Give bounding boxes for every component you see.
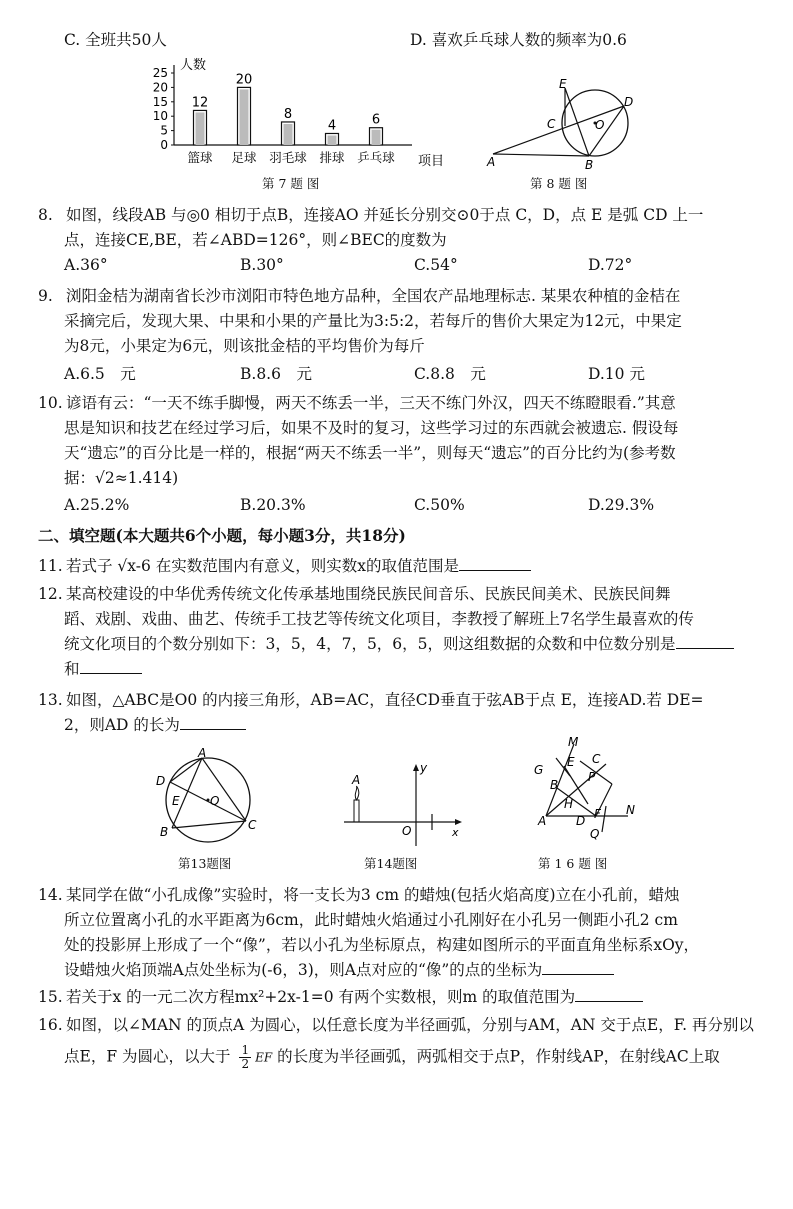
figure7-caption: 第 7 题 图 bbox=[262, 176, 320, 191]
svg-text:O: O bbox=[210, 794, 220, 808]
label-C: C bbox=[547, 117, 556, 131]
option-c: C. 全班共50人 bbox=[64, 31, 167, 49]
svg-text:D: D bbox=[156, 774, 166, 788]
geometry-figure13 bbox=[150, 748, 270, 846]
option-d: D. 喜欢乒乓球人数的频率为0.6 bbox=[410, 31, 627, 49]
y-tick-label: 20 bbox=[152, 80, 168, 95]
q8-options: A.36° B.30° C.54° D.72° bbox=[64, 256, 633, 274]
geometry-figure8 bbox=[485, 76, 645, 176]
chart-xlabel: 项目 bbox=[418, 154, 445, 169]
svg-text:C: C bbox=[248, 818, 257, 832]
bar-value-label: 4 bbox=[327, 118, 337, 134]
svg-text:C: C bbox=[592, 752, 601, 766]
svg-text:A: A bbox=[198, 748, 207, 760]
section-heading: 二、填空题(本大题共6个小题，每小题3分，共18分) bbox=[38, 526, 406, 545]
q9-options: A.6.5 元 B.8.6 元 C.8.8 元 D.10 元 bbox=[64, 365, 645, 383]
bar-fill bbox=[372, 130, 381, 145]
bar-fill bbox=[328, 135, 337, 145]
figure8-caption: 第 8 题 图 bbox=[530, 176, 588, 191]
question-11: 11. 若式子 √x-6 在实数范围内有意义，则实数x的取值范围是 bbox=[38, 554, 758, 579]
category-label: 羽毛球 bbox=[269, 150, 307, 165]
question-8: 8. 如图，线段AB 与◎0 相切于点B，连接AO 并延长分别交⊙0于点 C，D，点 E 是弧 CD 上一 点，连接CE,BE，若∠ABD=126°，则∠BEC的度数为 bbox=[38, 203, 758, 253]
svg-text:A: A bbox=[352, 773, 361, 787]
svg-text:N: N bbox=[626, 803, 635, 817]
bar-fill bbox=[196, 112, 205, 145]
label-A: A bbox=[487, 155, 496, 169]
bar-chart-figure7 bbox=[150, 55, 450, 173]
label-D: D bbox=[624, 95, 634, 109]
bar-fill bbox=[284, 124, 293, 145]
label-B: B bbox=[585, 158, 594, 172]
y-tick-label: 0 bbox=[160, 138, 168, 152]
svg-text:A: A bbox=[538, 814, 547, 828]
question-12: 12. 某高校建设的中华优秀传统文化传承基地围绕民族民间音乐、民族民间美术、民族民间舞 蹈、戏剧、戏曲、曲艺、传统手工技艺等传统文化项目，李教授了解班上7名学生最喜欢的传 统文化项目的个数分别如下：3，5，4，7，5，6，5，则这组数据的众数和中位数分别是 和 bbox=[38, 582, 758, 682]
question-number: 8. bbox=[38, 206, 53, 224]
bar-value-label: 6 bbox=[371, 112, 381, 128]
question-9: 9. 浏阳金桔为湖南省长沙市浏阳市特色地方品种，全国农产品地理标志. 某果农种植的金桔在 采摘完后，发现大果、中果和小果的产量比为3:5:2，若每斤的售价大果定为12元，中果定 为8元，小果定为6元，则该批金桔的平均售价为每斤 bbox=[38, 287, 682, 355]
svg-text:E: E bbox=[172, 794, 180, 808]
svg-text:G: G bbox=[534, 763, 544, 777]
y-tick-label: 25 bbox=[152, 66, 168, 80]
category-label: 乒乓球 bbox=[357, 150, 395, 165]
figure14-caption: 第14题图 bbox=[364, 856, 418, 871]
chart-ylabel: 人数 bbox=[180, 58, 207, 73]
svg-text:D: D bbox=[576, 814, 586, 828]
figure16-caption: 第 1 6 题 图 bbox=[538, 856, 608, 871]
svg-text:O: O bbox=[402, 824, 412, 838]
bar-value-label: 20 bbox=[235, 72, 253, 88]
category-label: 排球 bbox=[319, 150, 345, 165]
question-15: 15. 若关于x 的一元二次方程mx²+2x-1=0 有两个实数根，则m 的取值范围为 bbox=[38, 985, 758, 1010]
question-10: 10. 谚语有云：“一天不练手脚慢，两天不练丢一半，三天不练门外汉，四天不练瞪眼看.”其意 思是知识和技艺在经过学习后，如果不及时的复习，这些学习过的东西就会被遗忘. 假设每 天“遗忘”的百分比是一样的，根据“两天不练丢一半”，则每天“遗忘”的百分比约为(参考数 据：√2≈1.414) bbox=[38, 394, 679, 487]
label-O: O bbox=[595, 118, 605, 132]
y-tick-label: 5 bbox=[160, 123, 168, 138]
question-14: 14. 某同学在做“小孔成像”实验时，将一支长为3 cm 的蜡烛(包括火焰高度)立在小孔前，蜡烛 所立位置离小孔的水平距离为6cm，此时蜡烛火焰通过小孔刚好在小孔另一侧距小孔2 cm 处的投影屏上形成了一个“像”，若以小孔为坐标原点，构建如图所示的平面直角坐标系xOy， 设蜡烛火焰顶端A点处坐标为(-6，3)，则A点对应的“像”的点的坐标为 bbox=[38, 886, 700, 979]
svg-text:F: F bbox=[594, 807, 601, 821]
category-label: 篮球 bbox=[187, 150, 213, 165]
label-E: E bbox=[559, 77, 567, 91]
svg-text:B: B bbox=[160, 825, 169, 839]
bar-value-label: 8 bbox=[283, 106, 293, 122]
question-16: 16. 如图，以∠MAN 的顶点A 为圆心，以任意长度为半径画弧，分别与AM，AN 交于点E，F. 再分别以 点E，F 为圆心，以大于 $\frac{1}{2}$ EF 的长度为半径画弧，两弧相交于点P，作射线AP，在射线AC上取 bbox=[38, 1016, 754, 1071]
bar-value-label: 12 bbox=[191, 95, 209, 111]
y-tick-label: 15 bbox=[152, 94, 168, 109]
svg-text:P: P bbox=[588, 770, 596, 784]
category-label: 足球 bbox=[231, 150, 257, 165]
fraction-half: $\frac{1}{2}$ bbox=[241, 1043, 250, 1071]
q10-options: A.25.2% B.20.3% C.50% D.29.3% bbox=[64, 496, 655, 514]
svg-text:B: B bbox=[550, 778, 559, 792]
bar-fill bbox=[240, 89, 249, 145]
svg-text:y: y bbox=[420, 761, 428, 775]
svg-text:Q: Q bbox=[590, 827, 600, 840]
geometry-figure14 bbox=[338, 760, 468, 850]
figure13-caption: 第13题图 bbox=[178, 856, 232, 871]
svg-text:M: M bbox=[568, 736, 579, 749]
geometry-figure16 bbox=[530, 736, 642, 840]
svg-text:H: H bbox=[564, 797, 574, 811]
question-13: 13. 如图，△ABC是O0 的内接三角形，AB=AC，直径CD垂直于弦AB于点 E，连接AD.若 DE= 2，则AD 的长为 bbox=[38, 691, 704, 734]
svg-text:E: E bbox=[567, 755, 575, 769]
svg-text:x: x bbox=[452, 826, 459, 839]
y-tick-label: 10 bbox=[152, 109, 168, 124]
